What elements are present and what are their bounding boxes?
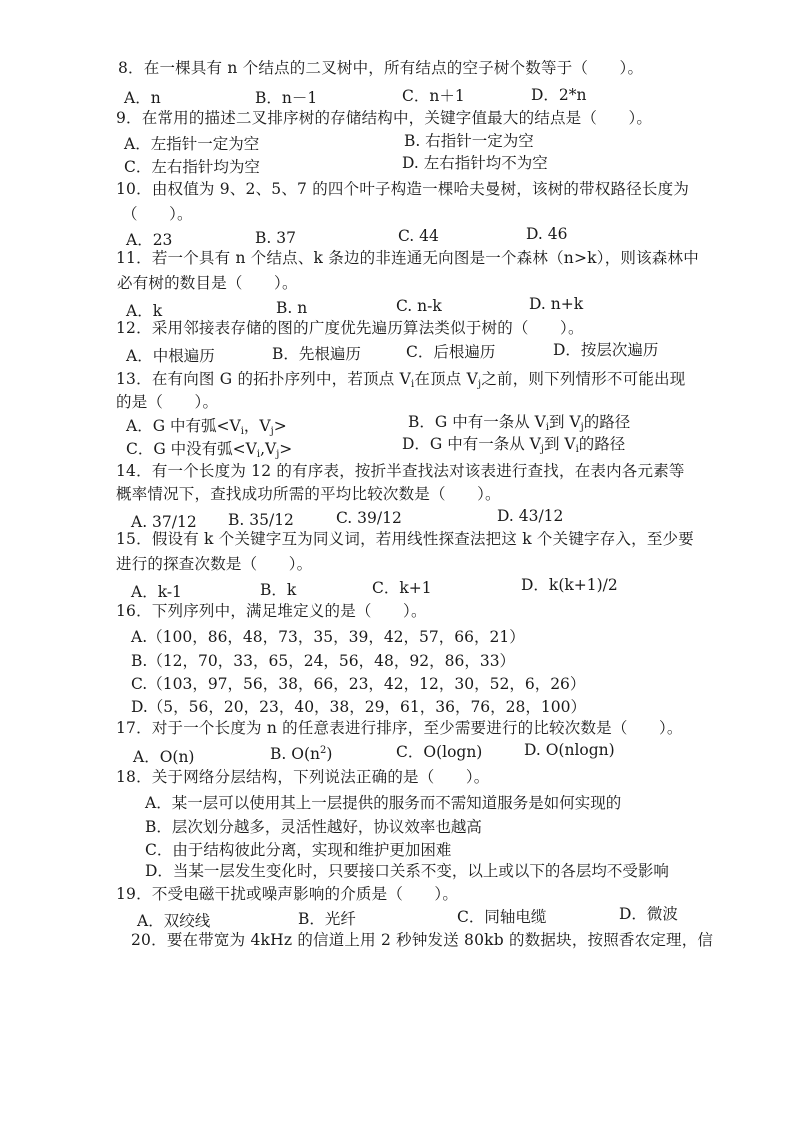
question-13-stem-part3: 之前，则下列情形不可能出现 <box>481 370 686 388</box>
option-a-part2: ，V <box>243 417 271 435</box>
option-a-part3: > <box>273 417 287 435</box>
question-18-option-c: C．由于结构彼此分离，实现和维护更加困难 <box>145 841 452 859</box>
question-16-option-c: C.（103，97，56，38，66，23，42，12，30，52，6，26） <box>131 675 586 693</box>
question-13-option-d <box>402 434 625 454</box>
question-9-option-a: A．左指针一定为空 <box>124 135 260 153</box>
question-16-stem: 16．下列序列中，满足堆定义的是（ ）。 <box>116 602 427 620</box>
question-15-stem-line2: 进行的探查次数是（ ）。 <box>116 555 313 573</box>
question-10-option-c: C. 44 <box>398 227 439 245</box>
question-11-option-b: B. n <box>276 299 308 317</box>
question-13-stem-line2: 的是（ ）。 <box>116 393 219 411</box>
question-20-stem: 20．要在带宽为 4kHz 的信道上用 2 秒钟发送 80kb 的数据块，按照香农定理，信 <box>131 931 714 949</box>
question-8-option-b: B．n－1 <box>255 89 318 107</box>
question-10-stem-line2: （ ）。 <box>122 205 193 223</box>
question-15-option-a: A．k-1 <box>131 583 182 601</box>
question-11-option-d: D. n+k <box>529 295 584 313</box>
question-14-option-d: D. 43/12 <box>497 507 564 525</box>
question-13-stem <box>116 369 685 389</box>
question-13-option-b <box>408 412 630 432</box>
question-10-option-d: D. 46 <box>526 225 568 243</box>
question-8-option-a: A．n <box>124 89 161 107</box>
question-15-option-c: C．k+1 <box>372 579 432 597</box>
question-17-option-a: A．O(n) <box>133 748 195 766</box>
question-8-option-c: C．n＋1 <box>402 87 465 105</box>
question-17-option-c: C．O(logn) <box>396 743 483 761</box>
question-10-option-b: B. 37 <box>255 229 296 247</box>
option-b-part1: B．G 中有一条从 V <box>408 413 546 431</box>
question-17-option-d: D. O(nlogn) <box>524 741 615 759</box>
option-b-part1: B. O(n <box>270 745 320 763</box>
question-18-option-b: B．层次划分越多，灵活性越好，协议效率也越高 <box>145 818 482 836</box>
question-16-option-a: A.（100，86，48，73，35，39，42，57，66，21） <box>131 628 525 646</box>
question-19-option-c: C．同轴电缆 <box>457 908 547 926</box>
option-d-part3: 的路径 <box>578 435 626 453</box>
question-12-option-a: A．中根遍历 <box>126 347 215 365</box>
subscript-j: j <box>580 422 584 433</box>
question-9-option-b: B. 右指针一定为空 <box>404 132 534 150</box>
question-11-stem: 11．若一个具有 n 个结点、k 条边的非连通无向图是一个森林（n>k），则该森林中 <box>116 249 699 267</box>
question-12-option-b: B．先根遍历 <box>272 345 361 363</box>
subscript-i: i <box>256 449 261 460</box>
option-c-part3: > <box>279 440 293 458</box>
superscript-2: 2 <box>319 745 327 756</box>
option-b-part2: ) <box>326 745 333 763</box>
question-19-option-a: A．双绞线 <box>137 912 211 930</box>
question-18-option-a: A．某一层可以使用其上一层提供的服务而不需知道服务是如何实现的 <box>145 794 622 812</box>
question-16-option-d: D.（5，56，20，23，40，38，29，61，36，76，28，100） <box>131 698 586 716</box>
question-19-stem: 19．不受电磁干扰或噪声影响的介质是（ ）。 <box>116 885 459 903</box>
question-17-option-b <box>270 744 332 764</box>
question-14-option-c: C. 39/12 <box>336 509 402 527</box>
subscript-i: i <box>240 426 244 437</box>
question-14-option-b: B. 35/12 <box>228 511 294 529</box>
question-11-stem-line2: 必有树的数目是（ ）。 <box>117 274 298 292</box>
question-9-option-d: D. 左右指针均不为空 <box>402 154 548 172</box>
subscript-j: j <box>478 379 482 390</box>
question-11-option-a: A．k <box>126 302 163 320</box>
question-9-option-c: C．左右指针均为空 <box>124 158 260 176</box>
option-d-part1: D．G 中有一条从 V <box>402 435 541 453</box>
question-13-stem-part2: 在顶点 V <box>414 370 479 388</box>
question-9-stem: 9．在常用的描述二叉排序树的存储结构中，关键字值最大的结点是（ ）。 <box>116 109 653 127</box>
question-10-option-a: A．23 <box>126 231 173 249</box>
option-b-part2: 到 V <box>549 413 581 431</box>
subscript-i: i <box>545 422 550 433</box>
question-10-stem: 10．由权值为 9、2、5、7 的四个叶子构造一棵哈夫曼树，该树的带权路径长度为 <box>116 180 690 198</box>
question-18-stem: 18．关于网络分层结构，下列说法正确的是（ ）。 <box>116 768 490 786</box>
subscript-j: j <box>276 449 280 460</box>
question-18-option-d: D．当某一层发生变化时，只要接口关系不变，以上或以下的各层均不受影响 <box>145 862 669 880</box>
option-c-part1: C．G 中没有弧<V <box>126 440 257 458</box>
option-d-part2: 到 V <box>543 435 576 453</box>
question-19-option-d: D．微波 <box>619 905 678 923</box>
option-c-part2: ,V <box>260 440 277 458</box>
question-13-stem-part1: 13．在有向图 G 的拓扑序列中，若顶点 V <box>116 370 411 388</box>
question-12-option-d: D．按层次遍历 <box>553 341 659 359</box>
question-14-stem-line2: 概率情况下，查找成功所需的平均比较次数是（ ）。 <box>116 485 501 503</box>
question-16-option-b: B.（12，70，33，65，24，56，48，92，86，33） <box>131 652 516 670</box>
question-13-option-c <box>126 439 292 459</box>
question-11-option-c: C. n-k <box>396 297 442 315</box>
question-15-stem: 15．假设有 k 个关键字互为同义词，若用线性探查法把这 k 个关键字存入，至少要 <box>116 530 694 548</box>
question-14-stem: 14．有一个长度为 12 的有序表，按折半查找法对该表进行查找，在表内各元素等 <box>116 462 685 480</box>
subscript-j: j <box>540 444 544 455</box>
question-12-stem: 12．采用邻接表存储的图的广度优先遍历算法类似于树的（ ）。 <box>116 319 584 337</box>
question-17-stem: 17．对于一个长度为 n 的任意表进行排序，至少需要进行的比较次数是（ ）。 <box>116 719 683 737</box>
question-13-option-a <box>126 416 287 436</box>
subscript-j: j <box>270 426 274 437</box>
subscript-i: i <box>410 379 415 390</box>
question-15-option-d: D．k(k+1)/2 <box>521 576 618 594</box>
question-12-option-c: C．后根遍历 <box>406 343 496 361</box>
option-a-part1: A．G 中有弧<V <box>126 417 241 435</box>
question-14-option-a: A. 37/12 <box>131 513 197 531</box>
question-8-option-d: D．2*n <box>531 86 587 104</box>
subscript-i: i <box>575 444 579 455</box>
question-19-option-b: B．光纤 <box>298 910 356 928</box>
question-15-option-b: B．k <box>260 581 297 599</box>
option-b-part3: 的路径 <box>583 413 631 431</box>
question-8-stem: 8．在一棵具有 n 个结点的二叉树中，所有结点的空子树个数等于（ ）。 <box>118 59 644 77</box>
